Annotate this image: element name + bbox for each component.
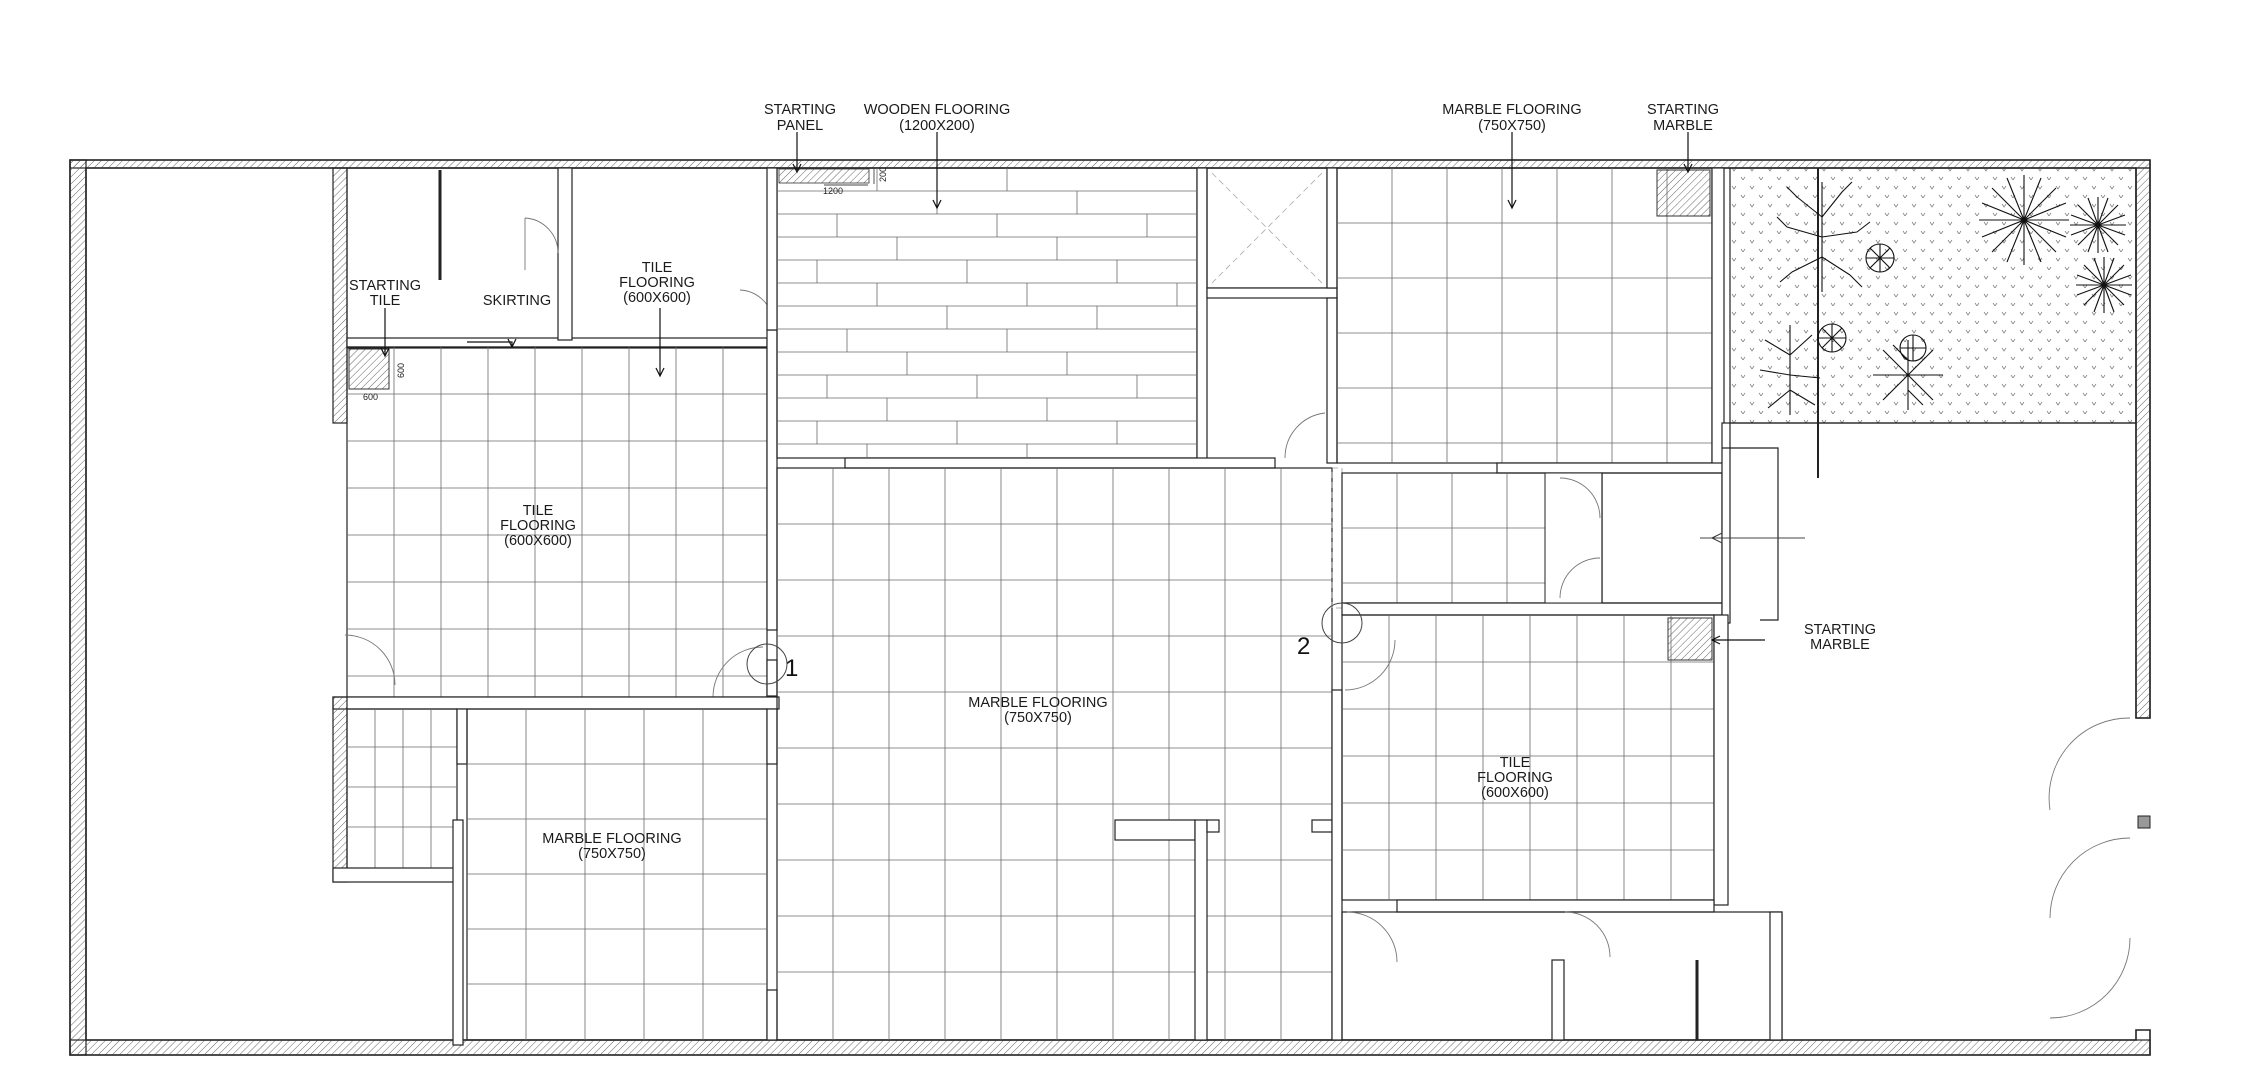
label-marble-flooring-top — [1442, 102, 1581, 134]
svg-text:PANEL: PANEL — [776, 118, 824, 134]
center-marble-hall — [777, 468, 1342, 1040]
tile-room-left — [345, 330, 777, 697]
svg-text:(600X600): (600X600) — [504, 533, 572, 549]
svg-text:SKIRTING: SKIRTING — [482, 293, 552, 309]
label-starting-panel — [764, 102, 836, 134]
tree-icon — [1866, 244, 1894, 272]
svg-text:(750X750): (750X750) — [1478, 118, 1546, 134]
marble-grid-left — [467, 709, 767, 1040]
svg-text:(1200X200): (1200X200) — [899, 118, 975, 134]
svg-text:MARBLE FLOORING: MARBLE FLOORING — [968, 695, 1108, 711]
tree-icon — [1873, 340, 1943, 410]
label-tile-flooring-right — [1477, 755, 1553, 801]
label-wooden-flooring — [864, 102, 1011, 134]
svg-text:TILE: TILE — [641, 260, 673, 276]
wooden-flooring-room — [767, 168, 1275, 468]
marble-grid-top-right — [1337, 168, 1712, 463]
svg-text:TILE: TILE — [369, 293, 401, 309]
svg-text:MARBLE FLOORING: MARBLE FLOORING — [542, 831, 682, 847]
label-starting-marble-right — [1804, 622, 1876, 653]
marker-1-label: 1 — [785, 655, 799, 682]
svg-text:TILE: TILE — [522, 503, 554, 519]
svg-text:STARTING: STARTING — [349, 278, 421, 294]
dim-tile-height: 600 — [396, 362, 406, 378]
tree-icon — [2070, 197, 2126, 253]
svg-text:FLOORING: FLOORING — [619, 275, 695, 291]
label-marble-flooring-left — [542, 831, 681, 862]
dim-tile-width: 600 — [363, 392, 379, 402]
svg-text:TILE: TILE — [1499, 755, 1531, 771]
garden — [1730, 168, 2136, 478]
svg-text:(750X750): (750X750) — [578, 846, 646, 862]
label-starting-marble-top — [1647, 102, 1719, 134]
label-tile-flooring-left — [500, 503, 576, 549]
svg-text:FLOORING: FLOORING — [500, 518, 576, 534]
shaft-and-closet — [1207, 168, 1337, 463]
label-tile-flooring-small — [619, 260, 695, 306]
svg-text:FLOORING: FLOORING — [1477, 770, 1553, 786]
corridor-right — [1342, 423, 1805, 623]
tree-icon — [2076, 257, 2132, 313]
tree-icon — [1818, 324, 1846, 352]
svg-text:(750X750): (750X750) — [1004, 710, 1072, 726]
dim-panel-width: 1200 — [823, 186, 844, 196]
tile-room-right — [1342, 615, 1728, 912]
wood-plank-grid — [777, 168, 1197, 458]
dim-panel-height: 200 — [878, 166, 888, 182]
svg-text:MARBLE FLOORING: MARBLE FLOORING — [1442, 102, 1582, 118]
bottom-right-rooms — [1342, 718, 2130, 1040]
svg-text:(600X600): (600X600) — [1481, 785, 1549, 801]
marble-grid-center — [777, 468, 1332, 1040]
svg-text:MARBLE: MARBLE — [1653, 118, 1713, 134]
label-skirting — [483, 293, 551, 309]
marker-2-label: 2 — [1297, 633, 1311, 660]
marble-room-top-right — [1337, 168, 1724, 473]
left-lower-rooms — [333, 697, 779, 1045]
label-starting-tile — [349, 278, 421, 309]
svg-text:STARTING: STARTING — [1804, 622, 1876, 638]
tree-icon — [1979, 175, 2069, 265]
tree-icon — [1900, 335, 1926, 361]
svg-text:MARBLE: MARBLE — [1810, 637, 1870, 653]
label-marble-flooring-center — [968, 695, 1107, 726]
svg-text:STARTING: STARTING — [764, 102, 836, 118]
svg-text:WOODEN FLOORING: WOODEN FLOORING — [863, 102, 1011, 118]
svg-text:STARTING: STARTING — [1647, 102, 1719, 118]
svg-text:(600X600): (600X600) — [623, 290, 691, 306]
